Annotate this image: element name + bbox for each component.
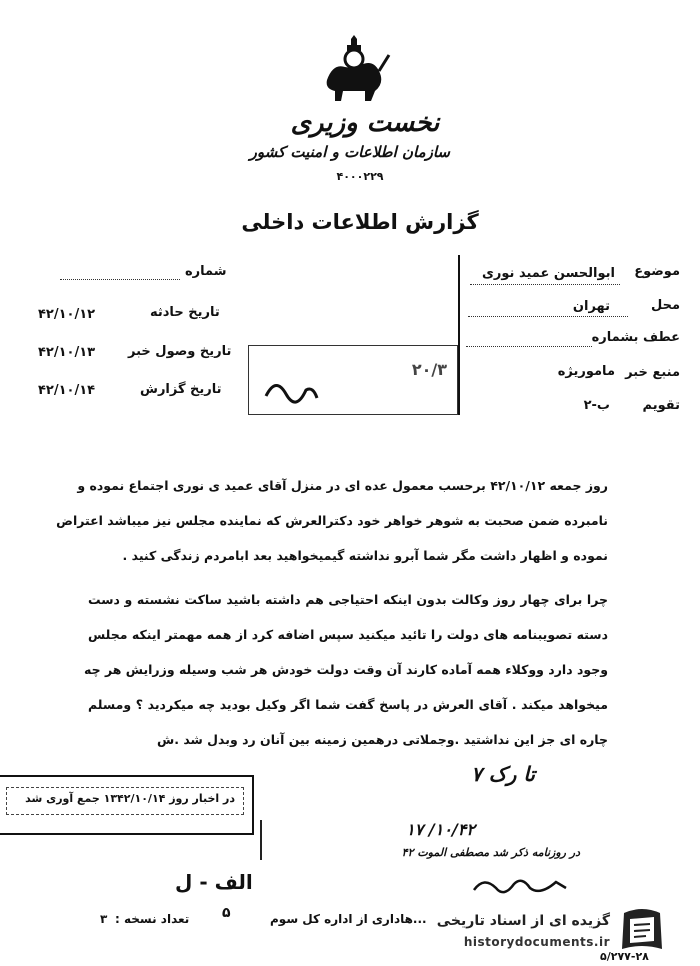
org-reference-number: ۴۰۰۰۲۲۹ (336, 170, 384, 183)
stamp-divider (260, 820, 262, 860)
field-report-date-value: ۴۲/۱۰/۱۴ (38, 383, 96, 398)
watermark-text: گزیده ای از اسناد تاریخی (436, 913, 610, 929)
field-source-value: ماموریژه (557, 364, 615, 379)
copies-value: ۳ (100, 912, 108, 926)
footer-text: ...هاداری از اداره کل سوم (270, 912, 427, 926)
receipt-stamp-text: ۲۰/۳ (411, 360, 447, 379)
watermark-url: historydocuments.ir (463, 935, 610, 949)
body-line-5: دسته تصویبنامه های دولت را تائید میکنید سپس اضافه کرد از همه مهمتر اینکه مجلس (88, 627, 608, 642)
body-line-1: روز جمعه ۴۲/۱۰/۱۲ برحسب معمول عده ای در منزل آقای عمید ی نوری اجتماع نموده و (77, 478, 608, 493)
body-line-6: وجود دارد ووکلاء همه آماده کارند آن وقت دولت خودش هر شب وسیله وزرایش هر چه (84, 662, 608, 677)
sign-note: در روزنامه ذکر شد مصطفی الموت ۴۲ (401, 846, 580, 859)
field-location-value: تهران (572, 299, 610, 314)
archive-stamp-text: در اخبار روز ۱۳۴۲/۱۰/۱۴ جمع آوری شد (25, 792, 235, 805)
reference-code: الف - ل (175, 870, 253, 894)
watermark (370, 905, 670, 957)
org-name-prime-ministry: نخست وزیری (290, 108, 440, 138)
marginal-note: تا رک ۷ (471, 762, 535, 786)
receipt-stamp (248, 345, 458, 415)
field-subject-value: ابوالحسن عمید نوری (481, 266, 615, 281)
body-line-3: نموده و اظهار داشت مگر شما آبرو نداشته گیمیخواهید بعد ابامردم زندگی کنید . (122, 548, 608, 563)
archive-stamp-inner-frame (6, 787, 244, 815)
field-evaluation-value: ب-۲ (583, 398, 610, 413)
body-line-2: نامبرده ضمن صحبت به شوهر خواهر خود دکترالعرش که نماینده مجلس نیز میباشد اعتراض (56, 513, 608, 528)
location-dotted-line (468, 316, 628, 317)
field-divider (458, 255, 460, 415)
field-report-date-label: تاریخ گزارش (140, 382, 222, 397)
field-location-label: محل (650, 298, 680, 313)
handwritten-signature (470, 872, 570, 904)
field-number-label: شماره (185, 264, 227, 279)
field-subject-label: موضوع (634, 264, 680, 279)
org-name-savak: سازمان اطلاعات و امنیت کشور (249, 143, 450, 161)
subject-dotted-line (470, 284, 620, 285)
body-line-7: میخواهد میکند . آقای العرش در پاسخ گفت شما اگر وکیل بودید چه میکردید ؟ ومسلم (88, 697, 608, 712)
field-evaluation-label: تقویم (642, 398, 680, 413)
receipt-stamp-signature (261, 376, 321, 412)
lion-and-sun-crown-emblem-icon (315, 35, 393, 105)
body-line-4: چرا براى چهار روز وکالت بدون اینکه احتیاجی هم داشته باشید ساکت نشسته و دست (88, 592, 608, 607)
archive-number: ۵/۲۷۷-۲۸ (600, 950, 649, 963)
reference-dotted-line (466, 346, 592, 347)
document-archive-logo-icon (614, 905, 670, 957)
field-incident-date-value: ۴۲/۱۰/۱۲ (38, 307, 96, 322)
field-receipt-date-label: تاریخ وصول خبر (128, 344, 232, 359)
number-dotted-line (60, 279, 180, 280)
document-title: گزارش اطلاعات داخلی (241, 210, 479, 234)
archive-stamp (0, 775, 254, 835)
field-reference-label: عطف بشماره (591, 330, 680, 345)
copies-label: تعداد نسخه : (115, 912, 190, 926)
page-number: ۵ (222, 905, 231, 921)
date-note: ۱۷ /۱۰/۴۲ (406, 820, 475, 839)
field-receipt-date-value: ۴۲/۱۰/۱۳ (38, 345, 96, 360)
field-incident-date-label: تاریخ حادثه (150, 305, 220, 320)
body-line-8: چاره ای جز این نداشتید .وجملاتی درهمین زمینه بین آنان رد وبدل شد .ش (156, 732, 608, 747)
field-source-label: منبع خبر (625, 365, 680, 380)
